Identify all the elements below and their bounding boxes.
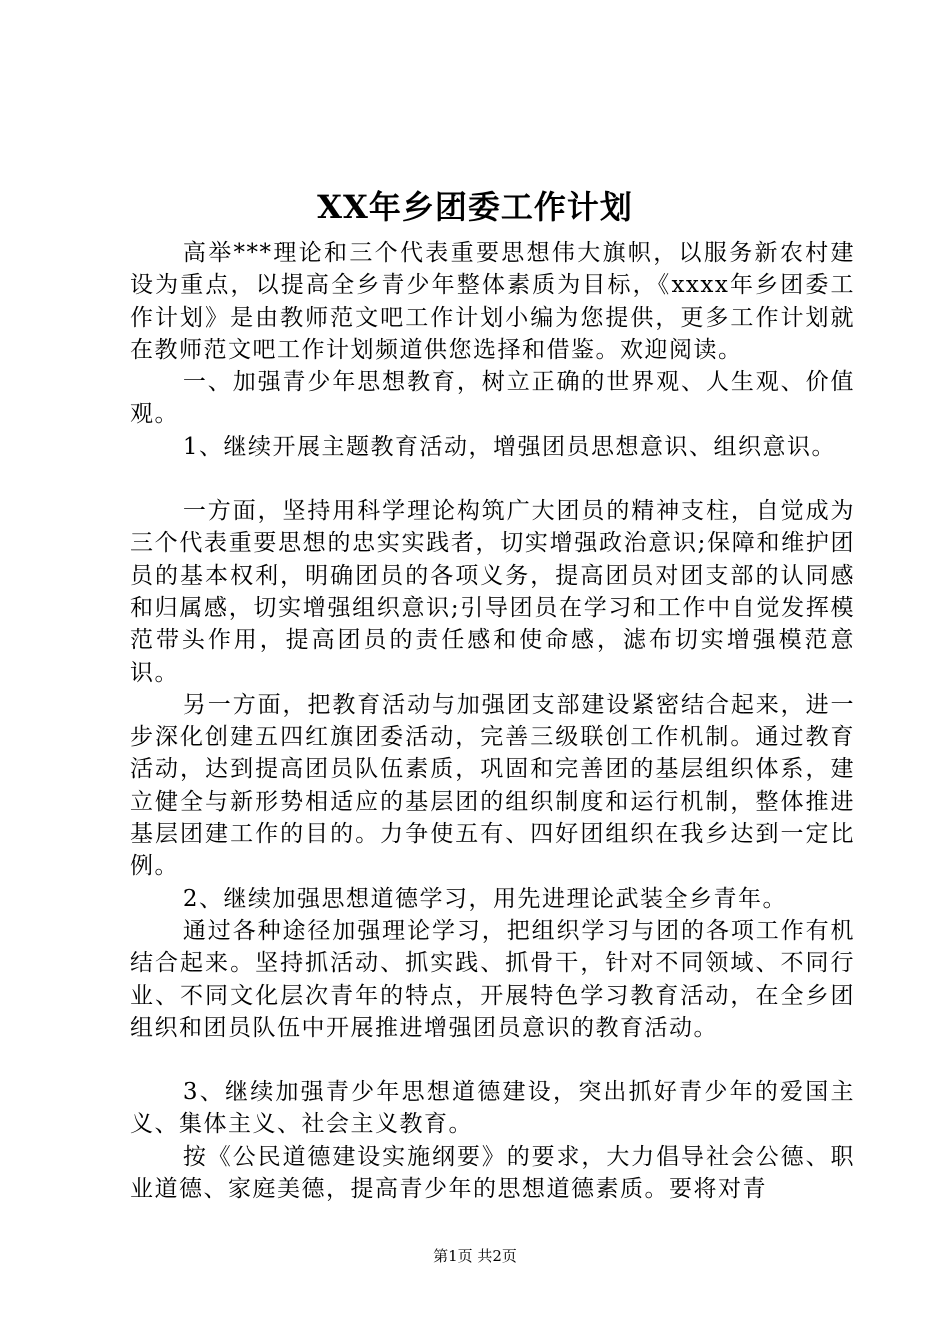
paragraph-one-hand: 一方面，坚持用科学理论构筑广大团员的精神支柱，自觉成为三个代表重要思想的忠实实践者，切实增强政治意识;保障和维护团员的基本权利，明确团员的各项义务，提高团员对团支部的认同感和归属感，切实增强组织意识;引导团员在学习和工作中自觉发挥模范带头作用，提高团员的责任感和使命感，滤布切实增强模范意识。 [130, 498, 855, 686]
subheading-3: 3、继续加强青少年思想道德建设，突出抓好青少年的爱国主义、集体主义、社会主义教育。 [130, 1079, 855, 1138]
document-body [130, 237, 855, 1205]
paragraph-morality: 按《公民道德建设实施纲要》的要求，大力倡导社会公德、职业道德、家庭美德，提高青少年的思想道德素质。要将对青 [130, 1143, 855, 1203]
section-heading-1: 一、加强青少年思想教育，树立正确的世界观、人生观、价值观。 [130, 369, 855, 428]
page-number: 第1页 共2页 [433, 1247, 517, 1265]
subheading-2: 2、继续加强思想道德学习，用先进理论武装全乡青年。 [182, 885, 788, 912]
document-title: XX年乡团委工作计划 [317, 188, 633, 226]
paragraph-intro: 高举***理论和三个代表重要思想伟大旗帜，以服务新农村建设为重点，以提高全乡青少年整体素质为目标，《xxxx年乡团委工作计划》是由教师范文吧工作计划小编为您提供，更多工作计划就在教师范文吧工作计划频道供您选择和借鉴。欢迎阅读。 [130, 240, 855, 363]
subheading-1: 1、继续开展主题教育活动，增强团员思想意识、组织意识。 [182, 433, 837, 460]
paragraph-other-hand: 另一方面，把教育活动与加强团支部建设紧密结合起来，进一步深化创建五四红旗团委活动，完善三级联创工作机制。通过教育活动，达到提高团员队伍素质，巩固和完善团的基层组织体系，建立健全与新形势相适应的基层团的组织制度和运行机制，整体推进基层团建工作的目的。力争使五有、四好团组织在我乡达到一定比例。 [130, 691, 855, 880]
paragraph-theory-study: 通过各种途径加强理论学习，把组织学习与团的各项工作有机结合起来。坚持抓活动、抓实践、抓骨干，针对不同领域、不同行业、不同文化层次青年的特点，开展特色学习教育活动，在全乡团组织和团员队伍中开展推进增强团员意识的教育活动。 [130, 917, 855, 1041]
